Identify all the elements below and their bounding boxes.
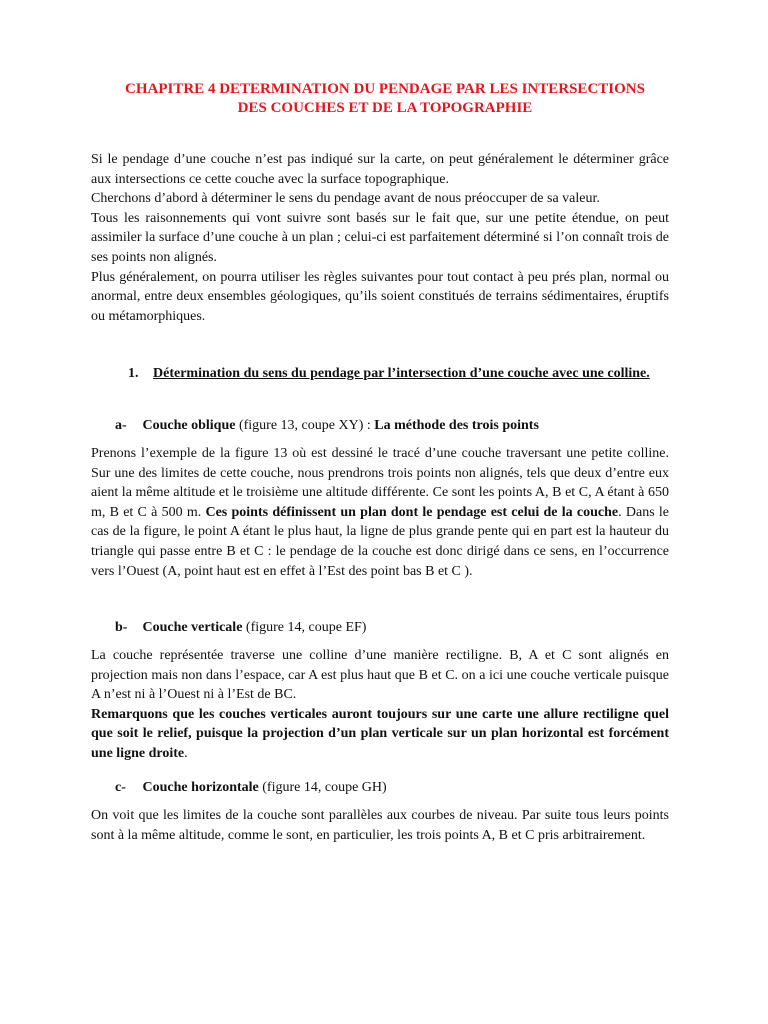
subsection-b-heading bbox=[115, 618, 675, 637]
subsection-a-title: Couche oblique bbox=[142, 418, 236, 433]
subsection-c-paragraph bbox=[91, 806, 669, 845]
intro-paragraph-4: Plus généralement, on pourra utiliser les règles suivantes pour tout contact à peu prés plan, normal ou anormal, entre deux ensembles géologiques, qu’ils soient constitués de terrains sédimentaires, éruptifs ou métamorphiques. bbox=[91, 269, 669, 324]
chapter-title bbox=[90, 80, 680, 118]
subsection-b-bold: Remarquons que les couches verticales auront toujours sur une carte une allure rectiligne quel que soit le relief, puisque la projection d’un plan verticale sur un plan horizontal est forcément une ligne droite bbox=[91, 706, 669, 761]
subsection-a-text-1: Prenons l’exemple de la figure 13 où est dessiné le tracé d’une couche traversant une petite colline. Sur une des limites de cette couche, nous prendrons trois points non alignés, tels que deux d’entre eux aient la même altitude et le troisième une altitude différente. Ce sont les points A, B et C, A étant à 650 m, B et C à 500 m. bbox=[91, 446, 669, 520]
subsection-a-reference: (figure 13, coupe XY) : bbox=[235, 418, 375, 433]
subsection-a-text-2: . Dans le cas de la figure, le point A étant le plus haut, la ligne de plus grande pente qui en part est la hauteur du triangle qui passe entre B et C : le pendage de la couche est donc dirigé dans ce sens, en l’occurrence vers l’Ouest (A, point haut est en effet à l’Est des point bas B et C ). bbox=[91, 504, 669, 579]
subsection-b-title: Couche verticale bbox=[142, 620, 243, 635]
chapter-title-line-2: DES COUCHES ET DE LA TOPOGRAPHIE bbox=[237, 100, 533, 116]
chapter-title-line-1: CHAPITRE 4 DETERMINATION DU PENDAGE PAR LES INTERSECTIONS bbox=[125, 81, 645, 97]
subsection-b-letter: b- bbox=[115, 620, 128, 635]
intro-paragraph-3: Tous les raisonnements qui vont suivre sont basés sur le fait que, sur une petite étendue, on peut assimiler la surface d’une couche à un plan ; celui-ci est parfaitement déterminé si l’on connaît trois de ses points non alignés. bbox=[91, 210, 669, 265]
intro-text bbox=[91, 150, 669, 326]
subsection-c-letter: c- bbox=[115, 780, 126, 795]
subsection-c-text: On voit que les limites de la couche sont parallèles aux courbes de niveau. Par suite tous leurs points sont à la même altitude, comme le sont, en particulier, les trois points A, B et C pris arbitrairement. bbox=[91, 808, 669, 843]
subsection-c-reference: (figure 14, coupe GH) bbox=[258, 780, 387, 795]
subsection-b-paragraph bbox=[91, 646, 669, 764]
subsection-a-bold: Ces points définissent un plan dont le pendage est celui de la couche bbox=[205, 504, 619, 520]
subsection-a-letter: a- bbox=[115, 418, 127, 433]
subsection-a-heading bbox=[115, 416, 675, 435]
subsection-c-heading bbox=[115, 778, 675, 797]
subsection-a-method: La méthode des trois points bbox=[374, 418, 539, 433]
subsection-b-reference: (figure 14, coupe EF) bbox=[242, 620, 367, 635]
subsection-a-paragraph bbox=[91, 444, 669, 581]
section-1-title: Détermination du sens du pendage par l’intersection d’une couche avec une colline. bbox=[153, 366, 650, 381]
subsection-b-text: La couche représentée traverse une colline d’une manière rectiligne. B, A et C sont alignés en projection mais non dans l’espace, car A est plus haut que B et C. on a ici une couche verticale puisque A n’est ni à l’Ouest ni à l’Est de BC. bbox=[91, 648, 669, 703]
section-1-number: 1. bbox=[128, 366, 139, 381]
subsection-b-end: . bbox=[184, 745, 188, 761]
intro-paragraph-1: Si le pendage d’une couche n’est pas indiqué sur la carte, on peut généralement le déterminer grâce aux intersections ce cette couche avec la surface topographique. bbox=[91, 152, 669, 187]
subsection-c-title: Couche horizontale bbox=[142, 780, 259, 795]
intro-paragraph-2: Cherchons d’abord à déterminer le sens du pendage avant de nous préoccuper de sa valeur. bbox=[91, 191, 600, 207]
section-1-heading bbox=[128, 364, 670, 384]
